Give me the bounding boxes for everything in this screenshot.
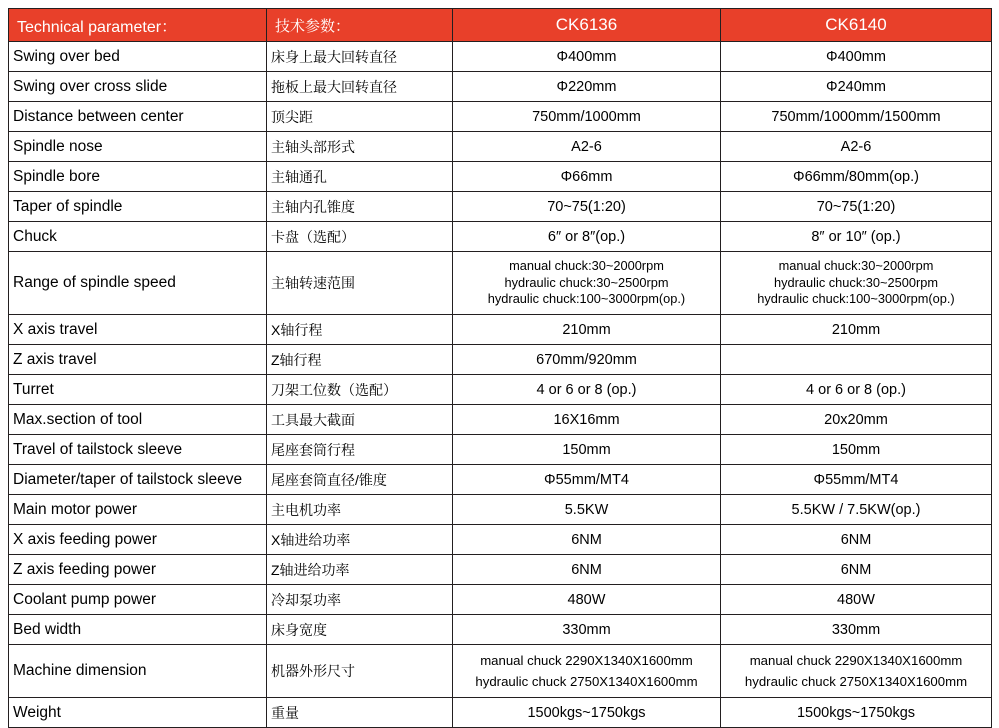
- parameter-name-en: Swing over bed: [9, 42, 267, 72]
- parameter-name-cn: X轴进给功率: [267, 525, 453, 555]
- parameter-name-cn: 床身宽度: [267, 615, 453, 645]
- value-ck6136: 6″ or 8″(op.): [453, 222, 721, 252]
- value-ck6140: 480W: [721, 585, 992, 615]
- table-row: [9, 465, 992, 495]
- value-ck6140: 5.5KW / 7.5KW(op.): [721, 495, 992, 525]
- parameter-name-cn: 主电机功率: [267, 495, 453, 525]
- value-ck6140: Φ55mm/MT4: [721, 465, 992, 495]
- table-row: [9, 42, 992, 72]
- parameter-name-en: Z axis feeding power: [9, 555, 267, 585]
- value-ck6140: 6NM: [721, 525, 992, 555]
- value-ck6140: 4 or 6 or 8 (op.): [721, 375, 992, 405]
- value-ck6140: 210mm: [721, 315, 992, 345]
- parameter-name-cn: 主轴内孔锥度: [267, 192, 453, 222]
- parameter-name-cn: 主轴头部形式: [267, 132, 453, 162]
- header-parameter-cn: 技术参数：: [267, 9, 453, 42]
- table-row: [9, 345, 992, 375]
- table-row: [9, 555, 992, 585]
- header-parameter-en: Technical parameter：: [9, 9, 267, 42]
- value-ck6140: Φ66mm/80mm(op.): [721, 162, 992, 192]
- value-ck6136: 4 or 6 or 8 (op.): [453, 375, 721, 405]
- value-ck6136: 5.5KW: [453, 495, 721, 525]
- table-row: [9, 495, 992, 525]
- value-ck6140: 70~75(1:20): [721, 192, 992, 222]
- parameter-name-cn: 机器外形尺寸: [267, 645, 453, 698]
- value-ck6136: 16X16mm: [453, 405, 721, 435]
- table-row: [9, 315, 992, 345]
- parameter-name-cn: 顶尖距: [267, 102, 453, 132]
- table-row: [9, 72, 992, 102]
- value-ck6140: 1500kgs~1750kgs: [721, 698, 992, 728]
- multiline-value: [725, 258, 987, 307]
- parameter-name-en: X axis travel: [9, 315, 267, 345]
- value-ck6140: 8″ or 10″ (op.): [721, 222, 992, 252]
- table-row: [9, 645, 992, 698]
- table-row: [9, 102, 992, 132]
- parameter-name-en: Coolant pump power: [9, 585, 267, 615]
- table-row: [9, 615, 992, 645]
- value-ck6136: 330mm: [453, 615, 721, 645]
- parameter-name-cn: Z轴进给功率: [267, 555, 453, 585]
- spec-table-container: [8, 8, 991, 728]
- value-line: manual chuck:30~2000rpm: [778, 258, 934, 274]
- parameter-name-en: X axis feeding power: [9, 525, 267, 555]
- table-row: [9, 252, 992, 315]
- parameter-name-en: Z axis travel: [9, 345, 267, 375]
- value-ck6136: 1500kgs~1750kgs: [453, 698, 721, 728]
- parameter-name-en: Swing over cross slide: [9, 72, 267, 102]
- header-model-ck6140: CK6140: [721, 9, 992, 42]
- table-row: [9, 375, 992, 405]
- parameter-name-en: Chuck: [9, 222, 267, 252]
- parameter-name-cn: 主轴转速范围: [267, 252, 453, 315]
- parameter-name-cn: 拖板上最大回转直径: [267, 72, 453, 102]
- parameter-name-en: Machine dimension: [9, 645, 267, 698]
- value-line: manual chuck 2290X1340X1600mm: [480, 653, 693, 668]
- value-line: manual chuck 2290X1340X1600mm: [749, 653, 963, 668]
- parameter-name-cn: 刀架工位数（选配）: [267, 375, 453, 405]
- table-body: [9, 42, 992, 728]
- value-ck6140: [721, 345, 992, 375]
- parameter-name-en: Taper of spindle: [9, 192, 267, 222]
- value-ck6136: 210mm: [453, 315, 721, 345]
- parameter-name-cn: 床身上最大回转直径: [267, 42, 453, 72]
- table-row: [9, 525, 992, 555]
- value-ck6136: 750mm/1000mm: [453, 102, 721, 132]
- value-ck6140: 750mm/1000mm/1500mm: [721, 102, 992, 132]
- value-ck6140: [721, 645, 992, 698]
- parameter-name-en: Bed width: [9, 615, 267, 645]
- table-row: [9, 222, 992, 252]
- parameter-name-en: Weight: [9, 698, 267, 728]
- parameter-name-cn: 冷却泵功率: [267, 585, 453, 615]
- value-line: manual chuck:30~2000rpm: [509, 258, 664, 274]
- parameter-name-en: Spindle nose: [9, 132, 267, 162]
- value-line: hydraulic chuck 2750X1340X1600mm: [475, 674, 698, 689]
- value-ck6136: 6NM: [453, 525, 721, 555]
- value-line: hydraulic chuck 2750X1340X1600mm: [744, 674, 968, 689]
- parameter-name-cn: 尾座套筒直径/锥度: [267, 465, 453, 495]
- value-ck6140: 150mm: [721, 435, 992, 465]
- table-row: [9, 405, 992, 435]
- parameter-name-en: Range of spindle speed: [9, 252, 267, 315]
- table-row: [9, 162, 992, 192]
- value-ck6136: A2-6: [453, 132, 721, 162]
- technical-parameter-table: [8, 8, 992, 728]
- parameter-name-en: Travel of tailstock sleeve: [9, 435, 267, 465]
- value-ck6140: 20x20mm: [721, 405, 992, 435]
- value-ck6136: Φ220mm: [453, 72, 721, 102]
- parameter-name-cn: 工具最大截面: [267, 405, 453, 435]
- table-row: [9, 192, 992, 222]
- multiline-value: [457, 650, 716, 692]
- value-ck6136: 70~75(1:20): [453, 192, 721, 222]
- parameter-name-cn: 卡盘（选配）: [267, 222, 453, 252]
- value-line: hydraulic chuck:100~3000rpm(op.): [757, 291, 955, 307]
- value-ck6140: A2-6: [721, 132, 992, 162]
- parameter-name-en: Main motor power: [9, 495, 267, 525]
- value-line: hydraulic chuck:30~2500rpm: [774, 274, 938, 290]
- table-row: [9, 132, 992, 162]
- value-ck6140: Φ240mm: [721, 72, 992, 102]
- value-ck6140: [721, 252, 992, 315]
- value-ck6136: 150mm: [453, 435, 721, 465]
- parameter-name-cn: 主轴通孔: [267, 162, 453, 192]
- parameter-name-en: Diameter/taper of tailstock sleeve: [9, 465, 267, 495]
- value-ck6136: Φ400mm: [453, 42, 721, 72]
- table-header: [9, 9, 992, 42]
- value-ck6140: Φ400mm: [721, 42, 992, 72]
- parameter-name-cn: X轴行程: [267, 315, 453, 345]
- parameter-name-en: Spindle bore: [9, 162, 267, 192]
- value-line: hydraulic chuck:30~2500rpm: [504, 274, 669, 290]
- multiline-value: [457, 258, 716, 307]
- value-ck6140: 330mm: [721, 615, 992, 645]
- multiline-value: [725, 650, 987, 692]
- table-row: [9, 435, 992, 465]
- value-ck6136: 6NM: [453, 555, 721, 585]
- table-row: [9, 698, 992, 728]
- parameter-name-cn: 重量: [267, 698, 453, 728]
- parameter-name-cn: Z轴行程: [267, 345, 453, 375]
- parameter-name-en: Max.section of tool: [9, 405, 267, 435]
- value-line: hydraulic chuck:100~3000rpm(op.): [487, 291, 686, 307]
- value-ck6136: Φ66mm: [453, 162, 721, 192]
- value-ck6136: Φ55mm/MT4: [453, 465, 721, 495]
- header-row: [9, 9, 992, 42]
- parameter-name-en: Turret: [9, 375, 267, 405]
- parameter-name-en: Distance between center: [9, 102, 267, 132]
- value-ck6136: 670mm/920mm: [453, 345, 721, 375]
- value-ck6136: [453, 645, 721, 698]
- header-model-ck6136: CK6136: [453, 9, 721, 42]
- parameter-name-cn: 尾座套筒行程: [267, 435, 453, 465]
- value-ck6136: 480W: [453, 585, 721, 615]
- value-ck6136: [453, 252, 721, 315]
- table-row: [9, 585, 992, 615]
- value-ck6140: 6NM: [721, 555, 992, 585]
